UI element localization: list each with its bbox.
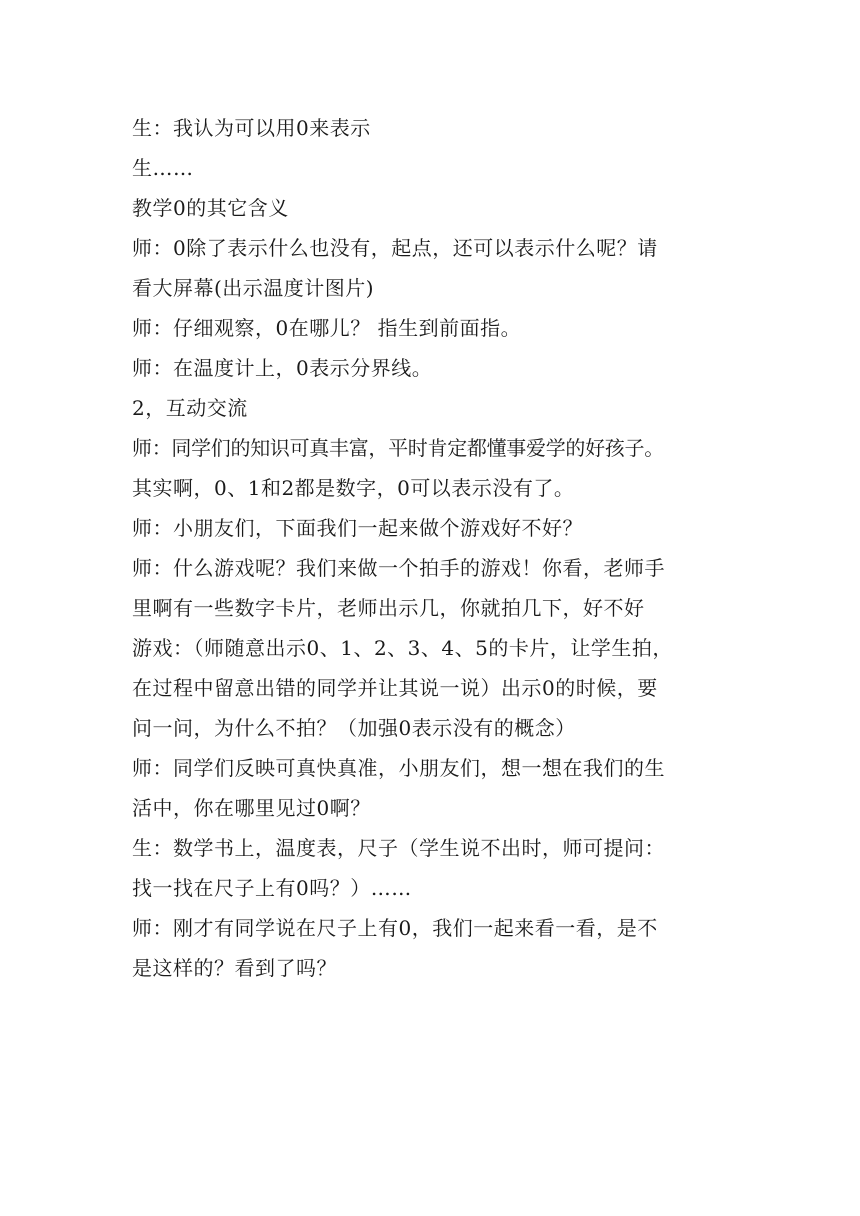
text-line: 生…… [132,156,194,180]
text-line: 师：小朋友们，下面我们一起来做个游戏好不好？ [132,516,583,540]
text-line: 游戏：（师随意出示0、1、2、3、4、5的卡片，让学生拍， [132,636,673,660]
text-line: 师：0除了表示什么也没有，起点，还可以表示什么呢？请 [132,236,658,260]
text-line: 师：什么游戏呢？我们来做一个拍手的游戏！你看，老师手 [132,556,665,580]
text-line: 是这样的？看到了吗？ [132,956,337,980]
document-body [132,108,732,988]
text-line: 找一找在尺子上有0吗？）…… [132,876,412,900]
text-line: 其实啊，0、1和2都是数字，0可以表示没有了。 [132,476,575,500]
text-line: 师：刚才有同学说在尺子上有0，我们一起来看一看，是不 [132,916,658,940]
text-line: 问一问，为什么不拍？（加强0表示没有的概念） [132,716,576,740]
text-line: 生：数学书上，温度表，尺子（学生说不出时，师可提问： [132,836,665,860]
text-line: 师：仔细观察，0在哪儿？ 指生到前面指。 [132,316,522,340]
text-line: 师：同学们反映可真快真准，小朋友们，想一想在我们的生 [132,756,665,780]
text-line: 在过程中留意出错的同学并让其说一说）出示0的时候，要 [132,676,658,700]
text-line: 看大屏幕(出示温度计图片) [132,276,375,300]
text-line: 师：在温度计上，0表示分界线。 [132,356,433,380]
text-line: 活中，你在哪里见过0啊？ [132,796,371,820]
section-heading: 2，互动交流 [132,396,248,420]
text-line: 师：同学们的知识可真丰富，平时肯定都懂事爱学的好孩子。 [132,436,664,460]
text-line: 生：我认为可以用0来表示 [132,116,371,140]
text-line: 里啊有一些数字卡片，老师出示几，你就拍几下，好不好 [132,596,645,620]
text-line: 教学0的其它含义 [132,196,289,220]
